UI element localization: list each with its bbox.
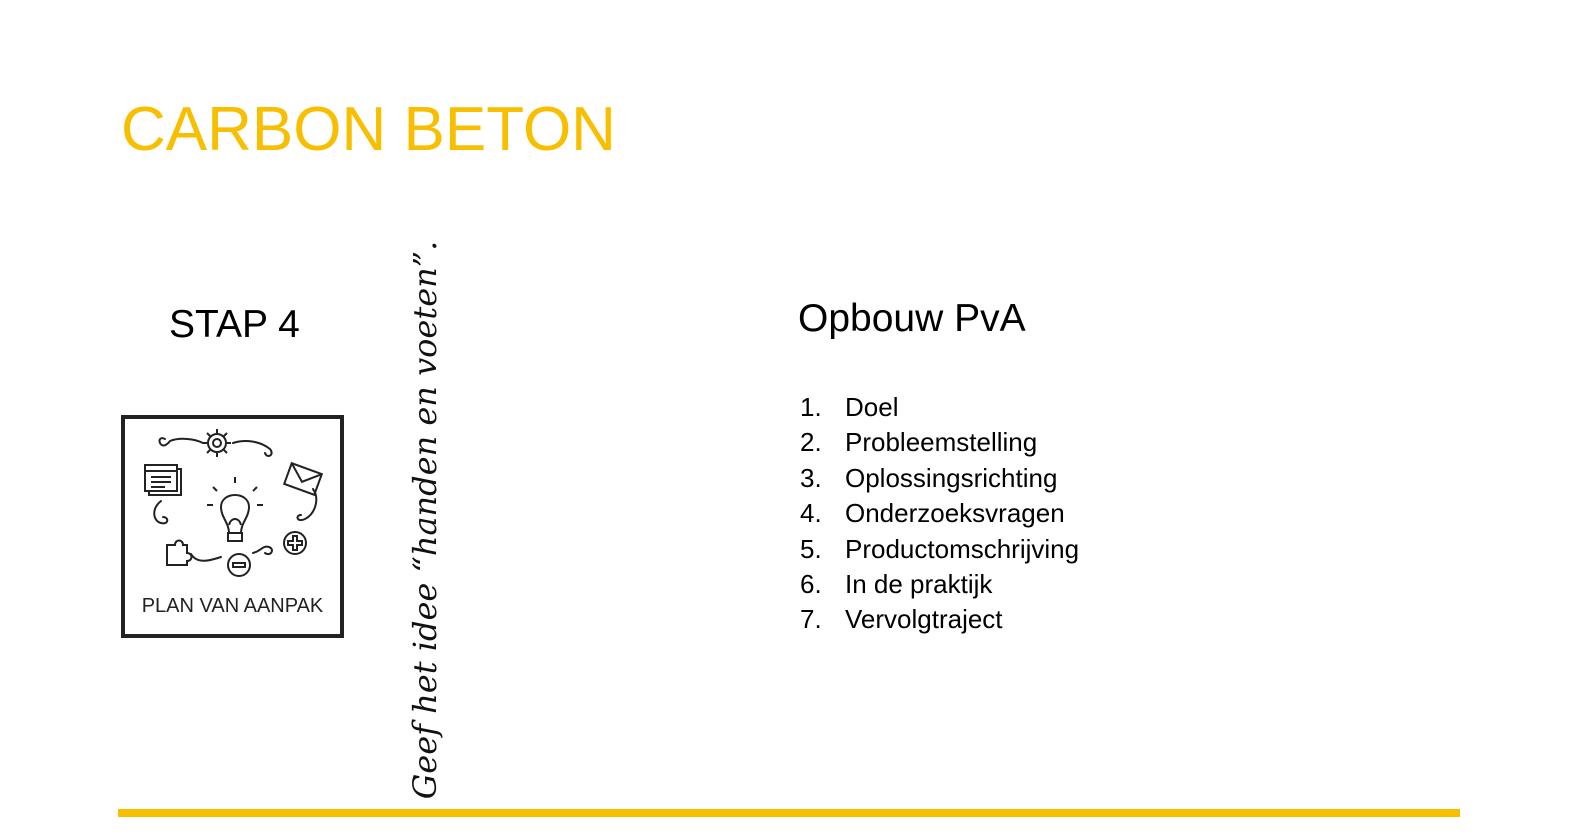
envelope-icon bbox=[284, 463, 322, 495]
connector-swirl bbox=[253, 547, 272, 555]
list-item-label: Productomschrijving bbox=[845, 533, 1080, 564]
list-item-label: Oplossingsrichting bbox=[845, 462, 1058, 493]
slide-title: CARBON BETON bbox=[121, 95, 616, 164]
list-item-label: Probleemstelling bbox=[845, 427, 1038, 458]
list-item-number: 6. bbox=[800, 568, 822, 599]
plus-circle-icon bbox=[284, 532, 306, 554]
list-item-number: 2. bbox=[800, 427, 822, 458]
connector-swirl bbox=[160, 438, 203, 445]
puzzle-icon bbox=[167, 541, 192, 566]
list-item bbox=[800, 532, 1079, 567]
logo-caption: PLAN VAN AANPAK bbox=[141, 595, 324, 617]
list-item bbox=[800, 461, 1079, 496]
list-item-number: 4. bbox=[800, 498, 822, 529]
step-label: STAP 4 bbox=[169, 303, 300, 346]
vertical-quote: Geef het idee “handen en voeten”. bbox=[406, 240, 444, 800]
lightbulb-icon bbox=[207, 477, 263, 541]
list-item-number: 5. bbox=[800, 533, 822, 564]
list-item-label: In de praktijk bbox=[845, 568, 993, 599]
list-item-label: Onderzoeksvragen bbox=[845, 498, 1065, 529]
steps-list bbox=[800, 390, 1079, 638]
gear-icon bbox=[203, 429, 231, 457]
list-item-label: Doel bbox=[845, 392, 899, 422]
list-item bbox=[800, 602, 1079, 637]
connector-swirl bbox=[191, 554, 221, 561]
accent-divider bbox=[118, 809, 1460, 817]
connector-swirl bbox=[233, 441, 272, 456]
list-item bbox=[800, 567, 1079, 602]
section-title: Opbouw PvA bbox=[798, 297, 1026, 340]
minus-circle-icon bbox=[228, 554, 250, 576]
list-item bbox=[800, 390, 1079, 425]
list-item-number: 1. bbox=[800, 392, 822, 422]
document-icon bbox=[145, 465, 181, 495]
list-item bbox=[800, 425, 1079, 460]
list-item bbox=[800, 496, 1079, 531]
list-item-label: Vervolgtraject bbox=[845, 604, 1003, 635]
list-item-number: 7. bbox=[800, 604, 822, 635]
plan-van-aanpak-logo bbox=[121, 415, 344, 638]
connector-swirl bbox=[154, 501, 167, 523]
list-item-number: 3. bbox=[800, 462, 822, 493]
